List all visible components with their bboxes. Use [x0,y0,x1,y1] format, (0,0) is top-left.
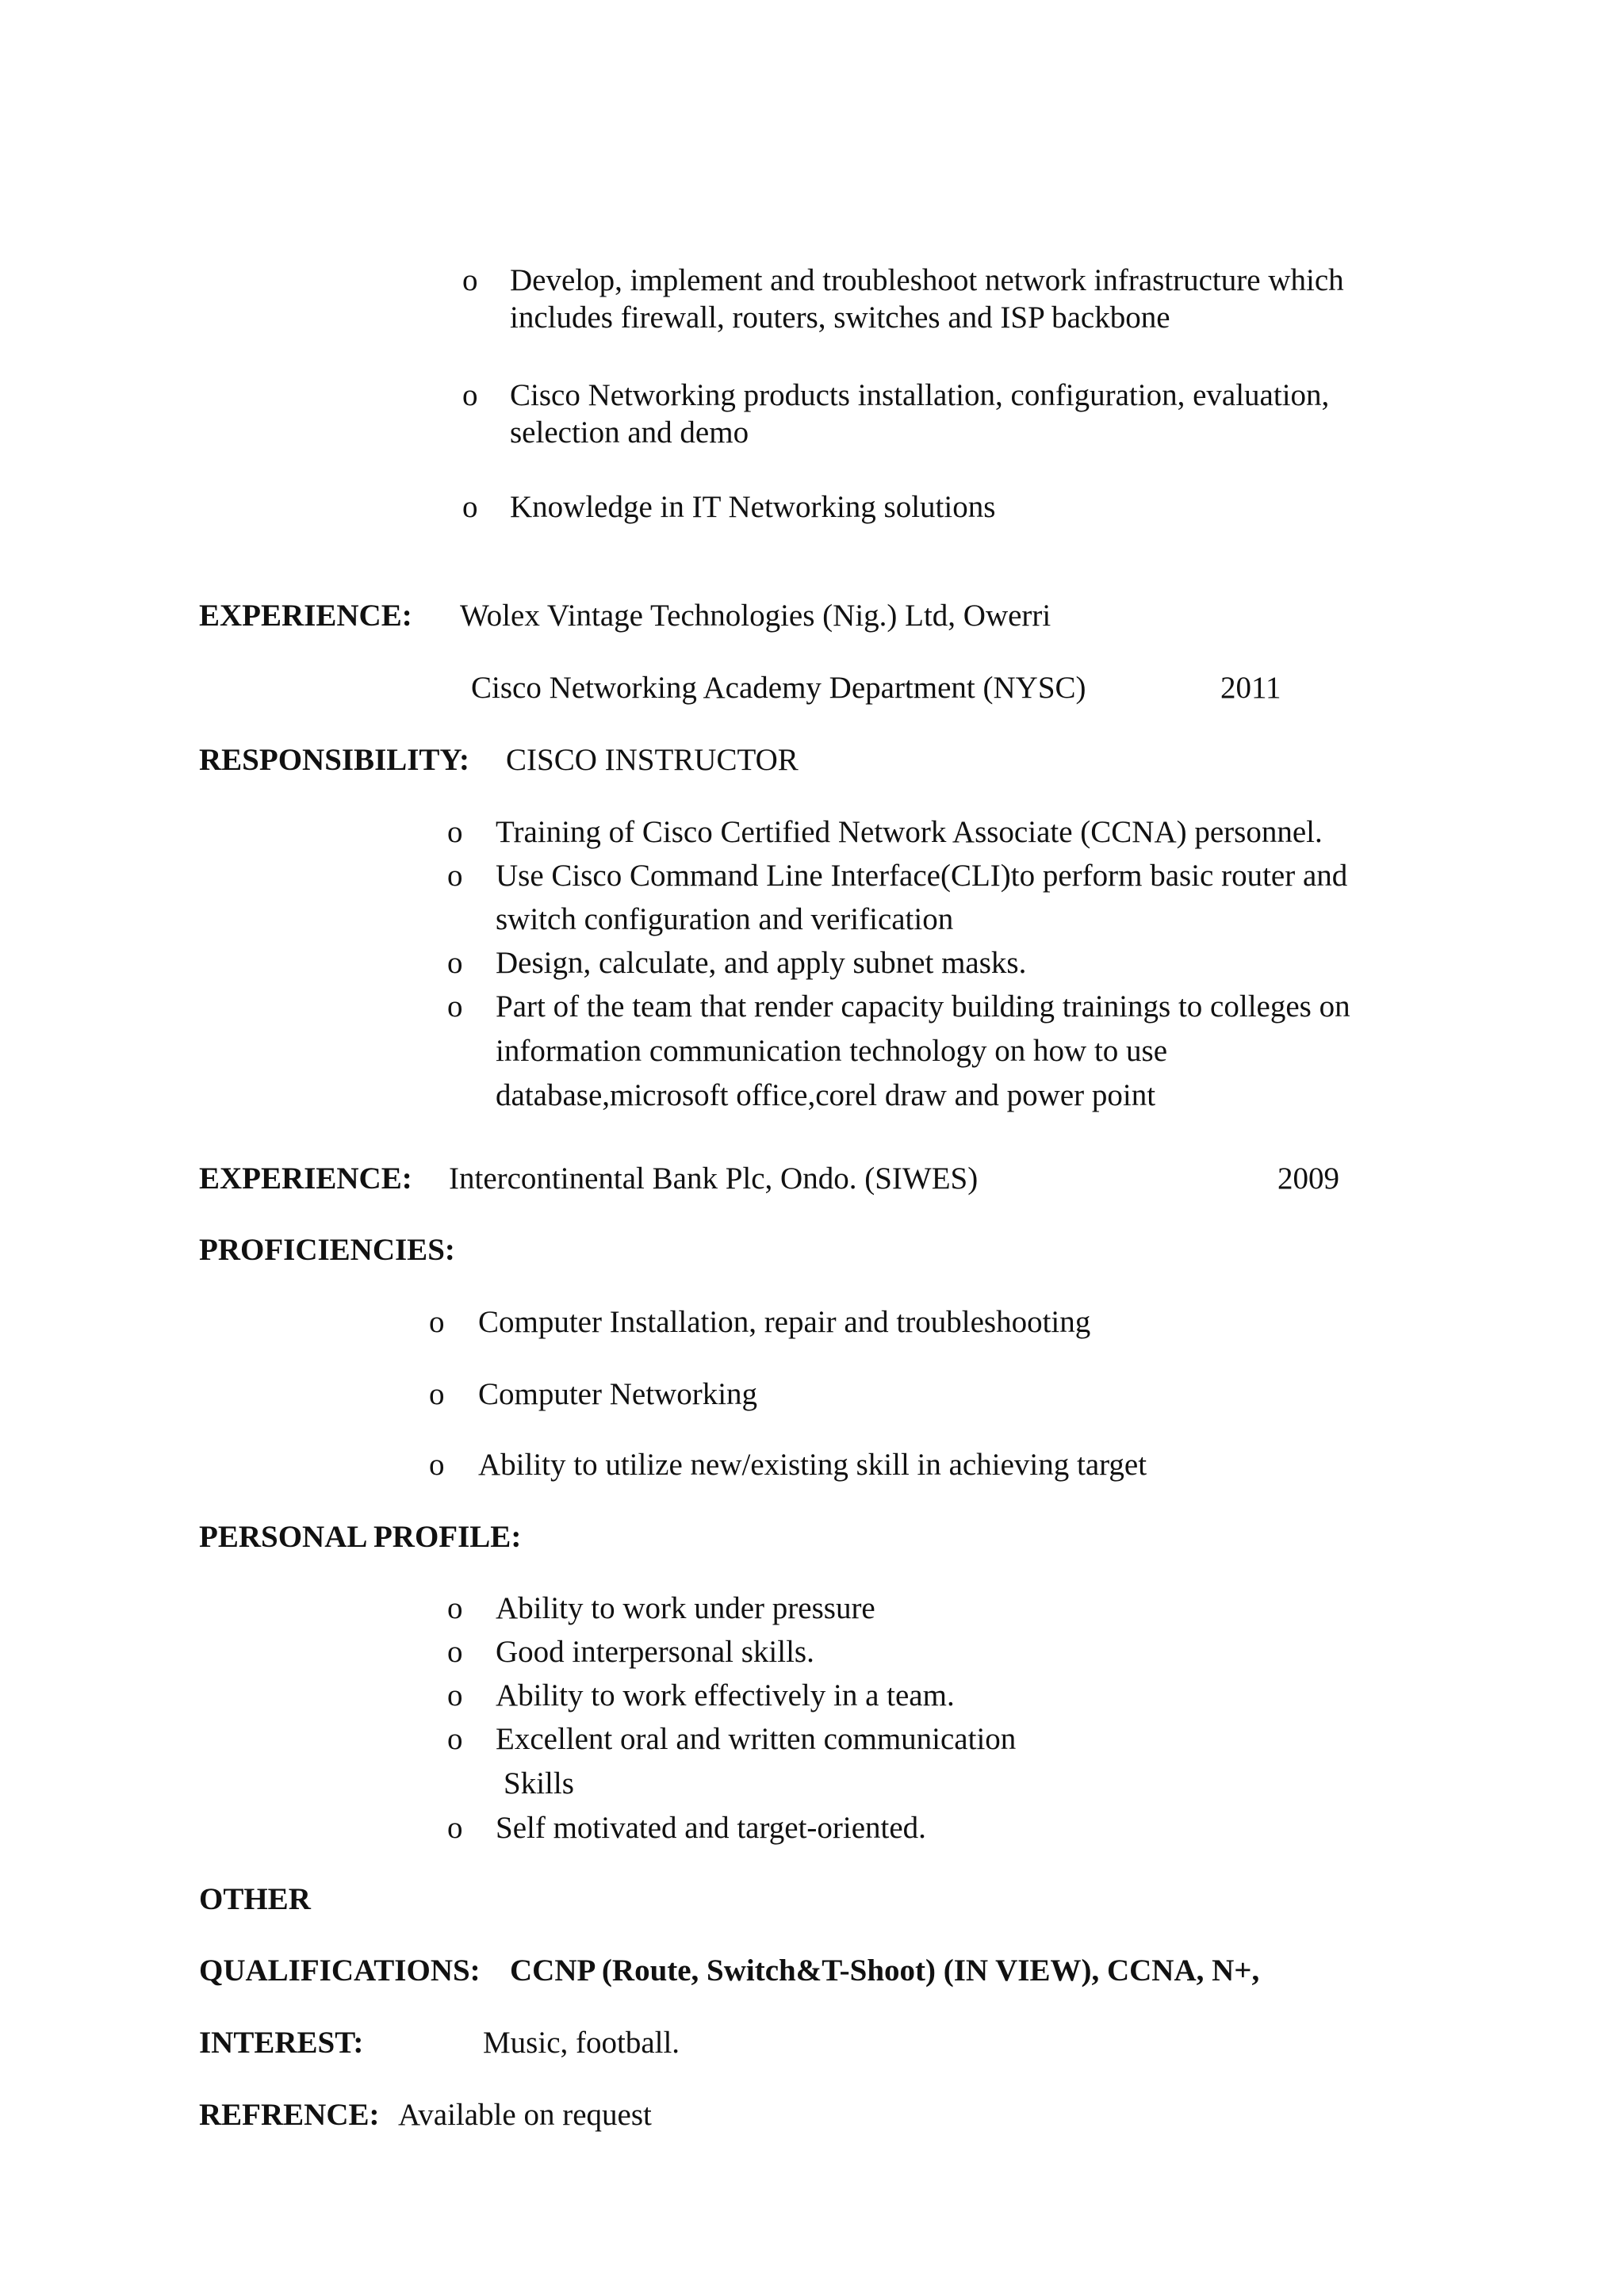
bullet-marker: o [447,946,463,980]
experience-year: 2011 [1220,671,1281,705]
list-item-line: information communication technology on how to use [496,1034,1168,1068]
bullet-marker: o [447,1722,463,1756]
list-item-line: Computer Networking [478,1377,758,1411]
list-item-line: Training of Cisco Certified Network Associate (CCNA) personnel. [496,815,1323,849]
experience-label: EXPERIENCE: [199,599,412,633]
list-item-line: Computer Installation, repair and troubleshooting [478,1305,1091,1339]
list-item-line: Cisco Networking products installation, configuration, evaluation, [510,378,1330,412]
list-item-line: Part of the team that render capacity building trainings to colleges on [496,989,1350,1024]
bullet-marker: o [447,1635,463,1669]
experience-label: EXPERIENCE: [199,1161,412,1196]
bullet-marker: o [447,815,463,849]
qualifications-label: QUALIFICATIONS: [199,1954,481,1988]
bullet-marker: o [429,1377,445,1411]
bullet-marker: o [447,1678,463,1712]
list-item-line: includes firewall, routers, switches and ISP backbone [510,300,1170,335]
list-item-line: switch configuration and verification [496,902,954,936]
bullet-marker: o [462,263,478,297]
list-item-line: Ability to work under pressure [496,1591,875,1625]
experience-company: Intercontinental Bank Plc, Ondo. (SIWES) [449,1161,979,1196]
other-label: OTHER [199,1882,311,1916]
responsibility-role: CISCO INSTRUCTOR [506,743,799,777]
bullet-marker: o [462,490,478,524]
interest-label: INTEREST: [199,2026,364,2060]
reference-label: REFRENCE: [199,2098,380,2132]
list-item-line: Excellent oral and written communication [496,1722,1017,1756]
list-item-line: Skills [504,1766,574,1800]
bullet-marker: o [447,1591,463,1625]
list-item-line: Ability to utilize new/existing skill in achieving target [478,1448,1147,1482]
responsibility-label: RESPONSIBILITY: [199,743,470,777]
reference-value: Available on request [398,2098,652,2132]
interest-value: Music, football. [483,2026,680,2060]
list-item-line: database,microsoft office,corel draw and power point [496,1078,1156,1112]
bullet-marker: o [462,378,478,412]
list-item-line: Use Cisco Command Line Interface(CLI)to perform basic router and [496,859,1348,893]
experience-year: 2009 [1277,1161,1339,1196]
list-item-line: Knowledge in IT Networking solutions [510,490,996,524]
bullet-marker: o [447,859,463,893]
list-item-line: Design, calculate, and apply subnet masks. [496,946,1027,980]
bullet-marker: o [429,1448,445,1482]
list-item-line: Good interpersonal skills. [496,1635,814,1669]
qualifications-value: CCNP (Route, Switch&T-Shoot) (IN VIEW), CCNA, N+, [510,1954,1260,1988]
bullet-marker: o [429,1305,445,1339]
experience-department: Cisco Networking Academy Department (NYSC) [471,671,1086,705]
personal-profile-label: PERSONAL PROFILE: [199,1520,522,1554]
proficiencies-label: PROFICIENCIES: [199,1233,455,1267]
list-item-line: Ability to work effectively in a team. [496,1678,955,1712]
bullet-marker: o [447,989,463,1024]
list-item-line: selection and demo [510,415,749,450]
bullet-marker: o [447,1811,463,1845]
list-item-line: Develop, implement and troubleshoot network infrastructure which [510,263,1344,297]
experience-company: Wolex Vintage Technologies (Nig.) Ltd, Owerri [460,599,1051,633]
list-item-line: Self motivated and target-oriented. [496,1811,926,1845]
